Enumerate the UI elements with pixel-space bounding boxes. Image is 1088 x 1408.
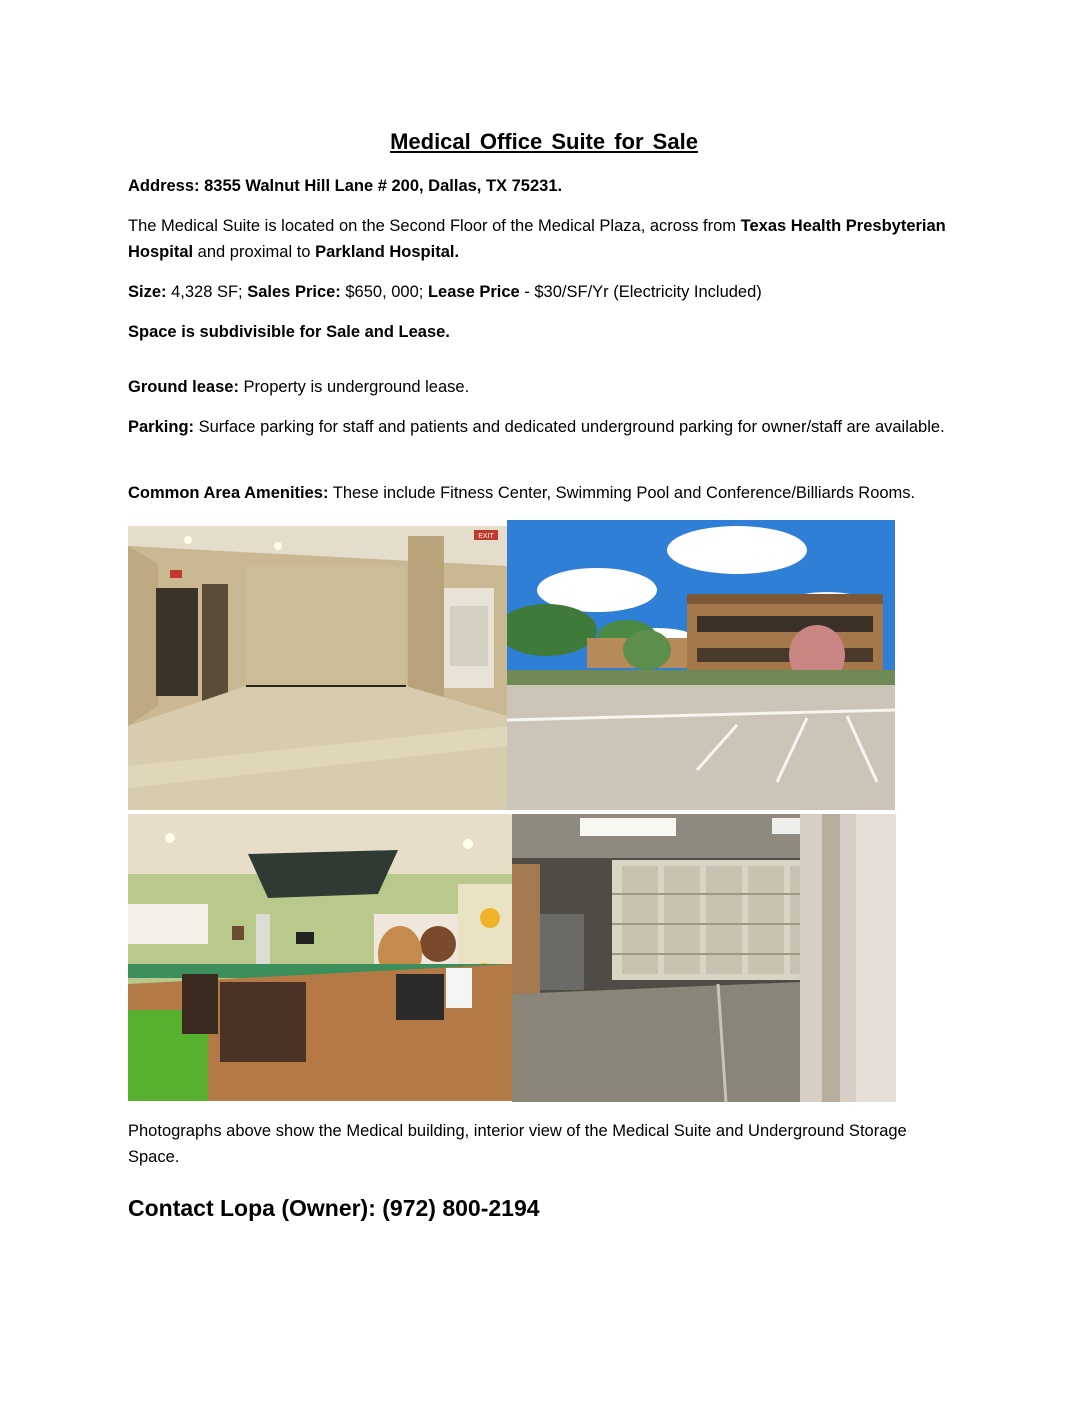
address-label: Address: — [128, 177, 200, 195]
lease-price-label: Lease Price — [427, 283, 520, 301]
ground-lease-label: Ground lease: — [128, 378, 239, 396]
photo-caption: Photographs above show the Medical building, interior view of the Medical Suite and Underground Storage Space. — [128, 1122, 907, 1166]
address-value: 8355 Walnut Hill Lane # 200, Dallas, TX 75231. — [204, 177, 563, 195]
photo-building-exterior — [507, 520, 895, 810]
ground-lease-line — [128, 374, 968, 400]
address-line — [128, 173, 968, 199]
sales-price-value: $650, 000; — [340, 283, 428, 301]
document-title: Medical Office Suite for Sale — [390, 129, 698, 154]
subdivisible-line: Space is subdivisible for Sale and Lease. — [128, 323, 450, 341]
exit-sign-text: EXIT — [478, 533, 494, 540]
parking-label: Parking: — [128, 418, 195, 436]
photo-interior-hallway — [128, 526, 507, 810]
lease-price-value: - $30/SF/Yr (Electricity Included) — [519, 283, 762, 301]
size-value: 4,328 SF; — [166, 283, 248, 301]
parking-paragraph — [128, 414, 968, 440]
amenities-value: These include Fitness Center, Swimming Pool and Conference/Billiards Rooms. — [328, 484, 916, 502]
amenities-line — [128, 480, 988, 506]
hospital-texas-health: Texas Health Presbyterian Hospital — [128, 217, 946, 261]
amenities-label: Common Area Amenities: — [128, 484, 329, 502]
parking-value: Surface parking for staff and patients and dedicated underground parking for owner/staff are available. — [194, 418, 945, 436]
size-label: Size: — [128, 283, 167, 301]
photo-storage-space — [512, 814, 896, 1102]
location-text-1: The Medical Suite is located on the Second Floor of the Medical Plaza, across from — [128, 217, 741, 235]
hospital-parkland: Parkland Hospital. — [315, 243, 460, 261]
photo-waiting-room — [128, 814, 512, 1101]
ground-lease-value: Property is underground lease. — [238, 378, 470, 396]
size-price-line — [128, 279, 968, 305]
location-text-2: and proximal to — [193, 243, 316, 261]
location-paragraph — [128, 213, 968, 265]
contact-heading: Contact Lopa (Owner): (972) 800-2194 — [128, 1195, 540, 1221]
sales-price-label: Sales Price: — [247, 283, 341, 301]
